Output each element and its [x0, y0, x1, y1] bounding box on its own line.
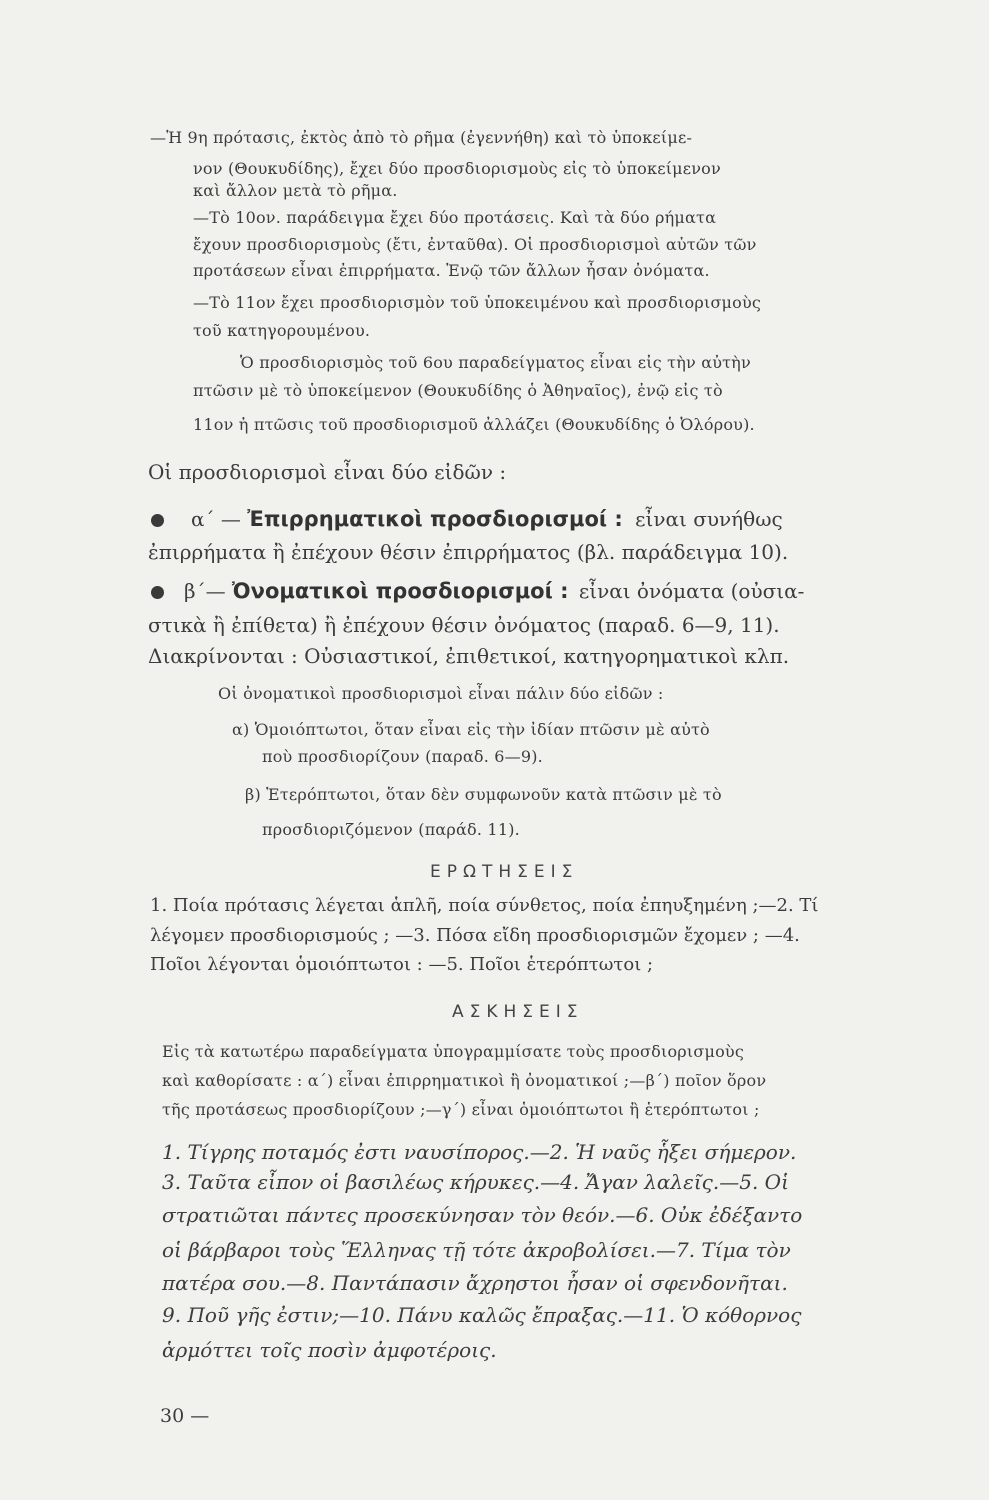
questions-heading: ΕΡΩΤΗΣΕΙΣ — [430, 862, 579, 882]
intro-line: καὶ ἄλλον μετὰ τὸ ρῆμα. — [193, 181, 398, 200]
bullet-icon — [151, 586, 164, 599]
homoioptotoi-line1: α) Ὁμοιόπτωτοι, ὅταν εἶναι εἰς τὴν ἰδίαν πτῶσιν μὲ αὐτὸ — [232, 720, 710, 739]
intro-line: 11ον ἡ πτῶσις τοῦ προσδιορισμοῦ ἀλλάζει (Θουκυδίδης ὁ Ὀλόρου). — [193, 415, 755, 434]
bullet-icon — [151, 514, 164, 527]
question-line: λέγομεν προσδιορισμούς ; —3. Πόσα εἴδη προσδιορισμῶν ἔχομεν ; —4. — [150, 925, 800, 946]
intro-line: Ὁ προσδιορισμὸς τοῦ 6ου παραδείγματος εἶναι εἰς τὴν αὐτὴν — [240, 353, 751, 372]
intro-line: —Ἡ 9η πρότασις, ἐκτὸς ἀπὸ τὸ ρῆμα (ἐγεννήθη) καὶ τὸ ὑποκείμε- — [150, 128, 693, 147]
type-b-rest: εἶναι ὀνόματα (οὐσια- — [578, 579, 805, 603]
exercise-sentence: πατέρα σου.—8. Παντάπασιν ἄχρηστοι ἦσαν οἱ σφενδονῆται. — [162, 1271, 788, 1295]
intro-line: πτῶσιν μὲ τὸ ὑποκείμενον (Θουκυδίδης ὁ Ἀθηναῖος), ἐνῷ εἰς τὸ — [193, 381, 723, 400]
type-a-line2: ἐπιρρήματα ἢ ἐπέχουν θέσιν ἐπιρρήματος (βλ. παράδειγμα 10). — [148, 540, 789, 564]
exercise-sentence: 9. Ποῦ γῆς ἐστιν;—10. Πάνυ καλῶς ἔπραξας.—11. Ὁ κόθορνος — [162, 1303, 802, 1327]
exercise-sentence: 1. Τίγρης ποταμός ἐστι ναυσίπορος.—2. Ἡ ναῦς ἧξει σήμερον. — [162, 1140, 797, 1164]
intro-line: τοῦ κατηγορουμένου. — [193, 321, 371, 340]
type-b-line3: Διακρίνονται : Οὐσιαστικοί, ἐπιθετικοί, κατηγορηματικοὶ κλπ. — [148, 644, 790, 668]
page-number: 30 — — [160, 1405, 210, 1427]
exercise-sentence: 3. Ταῦτα εἶπον οἱ βασιλέως κήρυκες.—4. Ἄγαν λαλεῖς.—5. Οἱ — [162, 1170, 789, 1194]
exercise-instruction: τῆς προτάσεως προσδιορίζουν ;—γ΄) εἶναι ὁμοιόπτωτοι ἢ ἑτερόπτωτοι ; — [162, 1100, 760, 1119]
type-b-title: Ὀνοματικοὶ προσδιορισμοί : — [231, 579, 569, 603]
exercise-instruction: Εἰς τὰ κατωτέρω παραδείγματα ὑπογραμμίσατε τοὺς προσδιορισμοὺς — [162, 1042, 745, 1061]
type-a-title: Ἐπιρρηματικοὶ προσδιορισμοί : — [247, 507, 623, 531]
exercises-heading: ΑΣΚΗΣΕΙΣ — [452, 1002, 584, 1022]
type-a-heading — [191, 509, 783, 530]
type-b-prefix: β΄— — [184, 579, 226, 603]
exercise-sentence: ἁρμόττει τοῖς ποσὶν ἀμφοτέροις. — [162, 1338, 497, 1362]
type-b-line2: στικὰ ἢ ἐπίθετα) ἢ ἐπέχουν θέσιν ὀνόματος (παραδ. 6—9, 11). — [148, 613, 780, 637]
intro-line: —Τὸ 11ον ἔχει προσδιορισμὸν τοῦ ὑποκειμένου καὶ προσδιορισμοὺς — [193, 293, 762, 312]
nominal-intro: Οἱ ὀνοματικοὶ προσδιορισμοὶ εἶναι πάλιν δύο εἰδῶν : — [218, 684, 664, 703]
intro-line: προτάσεων εἶναι ἐπιρρήματα. Ἐνῷ τῶν ἄλλων ἦσαν ὀνόματα. — [193, 261, 710, 280]
heteroptotoi-line2: προσδιοριζόμενον (παράδ. 11). — [262, 820, 520, 839]
question-line: Ποῖοι λέγονται ὁμοιόπτωτοι : —5. Ποῖοι ἑτερόπτωτοι ; — [150, 954, 654, 975]
exercise-sentence: στρατιῶται πάντες προσεκύνησαν τὸν θεόν.—6. Οὐκ ἐδέξαντο — [162, 1203, 803, 1227]
type-a-prefix: α΄ — — [191, 507, 241, 531]
intro-line: ἔχουν προσδιορισμοὺς (ἔτι, ἐνταῦθα). Οἱ προσδιορισμοὶ αὐτῶν τῶν — [193, 235, 757, 254]
question-line: 1. Ποία πρότασις λέγεται ἁπλῆ, ποία σύνθετος, ποία ἐπηυξημένη ;—2. Τί — [150, 895, 819, 916]
exercise-instruction: καὶ καθορίσατε : α΄) εἶναι ἐπιρρηματικοὶ ἢ ὀνοματικοί ;—β΄) ποῖον ὅρον — [162, 1071, 767, 1090]
homoioptotoi-line2: ποὺ προσδιορίζουν (παραδ. 6—9). — [262, 747, 543, 766]
type-a-rest: εἶναι συνήθως — [635, 507, 783, 531]
heteroptotoi-line1: β) Ἑτερόπτωτοι, ὅταν δὲν συμφωνοῦν κατὰ πτῶσιν μὲ τὸ — [245, 785, 722, 804]
type-b-heading — [184, 581, 804, 602]
intro-line: νον (Θουκυδίδης), ἔχει δύο προσδιορισμοὺς εἰς τὸ ὑποκείμενον — [193, 159, 721, 178]
intro-line: —Τὸ 10ον. παράδειγμα ἔχει δύο προτάσεις. Καὶ τὰ δύο ρήματα — [193, 208, 717, 227]
types-intro: Οἱ προσδιορισμοὶ εἶναι δύο εἰδῶν : — [148, 460, 507, 484]
exercise-sentence: οἱ βάρβαροι τοὺς Ἕλληνας τῇ τότε ἀκροβολίσει.—7. Τίμα τὸν — [162, 1238, 791, 1262]
